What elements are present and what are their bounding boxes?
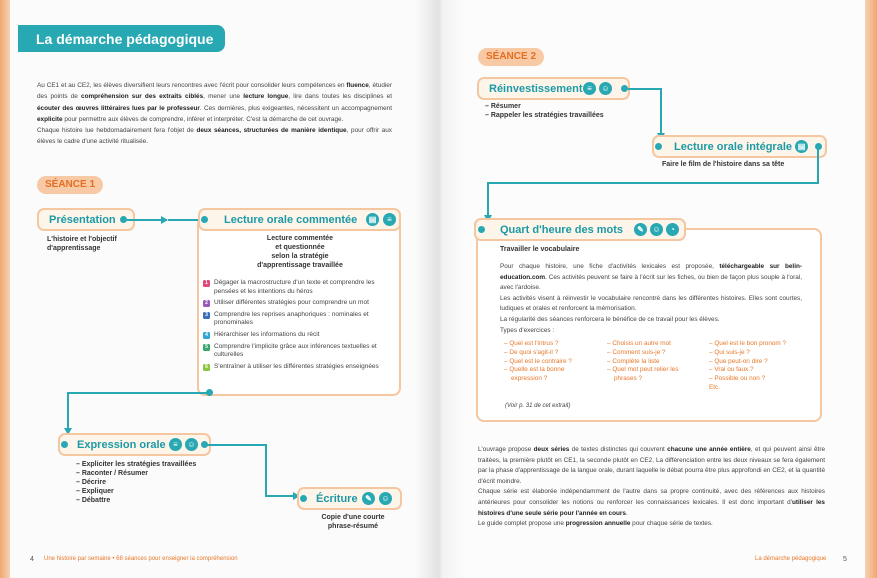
reinvestissement-label: Réinvestissement [489, 83, 583, 95]
book-icon: ▤ [795, 140, 808, 153]
intro-text: Au CE1 et au CE2, les élèves diversifient leurs rencontres avec l'écrit pour consolider leurs compétences en fluence, étudier des points de compréhension sur des extraits ciblés, mener une lecture longue, lire dans toutes les disciplines et écouter des œuvres littéraires lues par le professeur. Ces dernières, plus exigeantes, nécessitent un accompagnement explicite pour permettre aux élèves de comprendre, inférer et interpréter. C'est la démarche de cet ouvrage. Chaque histoire lue hebdomadairement fera l'objet de deux séances, structurées de manière identique, pour offrir aux élèves le cadre d'une activité ritualisée. [37, 82, 392, 146]
expression-orale-pill [58, 433, 211, 456]
expression-dot [61, 441, 68, 448]
list-item: 2 Utiliser différentes stratégies pour comprendre un mot [203, 299, 398, 308]
left-footer: Une histoire par semaine • 68 séances pour enseigner la compréhension [44, 556, 238, 562]
ecriture-dot [300, 495, 307, 502]
left-page-edge [0, 0, 10, 578]
list-item: – Comment suis-je ? [607, 348, 666, 356]
quart-heure-subtitle: Travailler le vocabulaire [500, 246, 580, 253]
list-item: – Que peut-on dire ? [709, 357, 768, 365]
presentation-dot [120, 216, 127, 223]
list-item: – Possible ou non ? [709, 375, 766, 383]
connector-line [487, 182, 819, 184]
lecture-integrale-subtitle: Faire le film de l'histoire dans sa tête [662, 161, 785, 168]
list-item: phrases ? [614, 375, 643, 383]
list-item: – Expliquer [76, 488, 114, 495]
list-item: 5 Comprendre l'implicite grâce aux inférences textuelles et culturelles [203, 343, 398, 360]
speech-icon: ≡ [583, 82, 596, 95]
speech-icon: ≡ [169, 438, 182, 451]
connector-line [628, 88, 662, 90]
number-badge: 3 [203, 312, 210, 319]
list-item: 3 Comprendre les reprises anaphoriques : nominales et pronominales [203, 311, 398, 328]
speech-icon: ≡ [383, 213, 396, 226]
list-item: – Rappeler les stratégies travaillées [485, 112, 604, 119]
list-item: – Quel est le contraire ? [504, 357, 572, 365]
lecture-integrale-pill [652, 135, 827, 158]
list-item: – Quel est l'intrus ? [504, 340, 559, 347]
list-item: – Quel est le bon pronom ? [709, 340, 787, 347]
integrale-dot [655, 143, 662, 150]
quart-dot [478, 226, 485, 233]
reinvestissement-pill [477, 77, 630, 100]
right-footer: La démarche pédagogique [755, 556, 827, 562]
group-icon: ☺ [650, 223, 663, 236]
number-badge: 5 [203, 344, 210, 351]
list-item: 4 Hiérarchiser les informations du récit [203, 331, 398, 340]
list-item: – Débattre [76, 497, 111, 504]
number-badge: 1 [203, 280, 210, 287]
right-page-edge [865, 0, 877, 578]
list-item: – Décrire [76, 479, 106, 486]
exercise-column-3 [709, 340, 786, 393]
pencil-icon: ✎ [362, 492, 375, 505]
list-item: – Quelle est la bonne [504, 366, 565, 374]
connector-line [265, 444, 267, 497]
list-item: – Qui suis-je ? [709, 348, 750, 356]
lecture-commentee-subtitle: Lecture commentée et questionnée selon la stratégie d'apprentissage travaillée [257, 235, 343, 269]
book-icon: ▤ [366, 213, 379, 226]
list-item: – Résumer [485, 103, 521, 110]
clock-icon: ◔ [666, 223, 679, 236]
lecture-integrale-label: Lecture orale intégrale [674, 141, 792, 153]
connector-line [207, 444, 267, 446]
number-badge: 4 [203, 332, 210, 339]
list-item: – Expliciter les stratégies travaillées [76, 461, 197, 468]
left-page-number: 4 [30, 556, 34, 563]
exercise-column-2 [607, 340, 678, 384]
number-badge: 6 [203, 364, 210, 371]
presentation-subtitle: L'histoire et l'objectif d'apprentissage [47, 236, 117, 252]
strategies-list [203, 279, 398, 375]
presentation-label: Présentation [49, 214, 116, 226]
connector-line [817, 146, 819, 184]
connector-line [67, 392, 69, 432]
list-item: Etc. [709, 383, 721, 391]
group-icon: ☺ [599, 82, 612, 95]
ecriture-subtitle: Copie d'une courte phrase-résumé [321, 514, 385, 530]
connector-line [660, 88, 662, 138]
expression-orale-label: Expression orale [77, 439, 166, 451]
ecriture-pill [297, 487, 402, 510]
lecture-dot [201, 216, 208, 223]
bottom-text: L'ouvrage propose deux séries de textes distinctes qui couvrent chacune une année entière, et qui peuvent ainsi être traitées, la première plutôt en CE1, la seconde plutôt en CE2. La différenciation entre les deux niveaux se fera également par la phase d'apprentissage de la langue orale, durant laquelle le débat pourra être plus approfondi en CE2, et la quantité d'écrit moindre. Chaque série est élaborée indépendamment de l'autre dans sa propre continuité, avec des références aux histoires antérieures pour consolider les notions ou renforcer les connaissances lexicales. Il est donc important d'utiliser les histoires d'une seule série pour l'année en cours. Le guide complet propose une progression annuelle pour chaque série de textes. [478, 446, 826, 528]
lecture-exit-dot [206, 389, 213, 396]
list-item: 1 Dégager la macrostructure d'un texte et comprendre les pensées et les intentions du héros [203, 279, 398, 296]
group-icon: ☺ [379, 492, 392, 505]
ecriture-label: Écriture [316, 493, 358, 505]
seance1-tag: SÉANCE 1 [37, 176, 103, 194]
list-item: – Quel mot peut relier les [607, 366, 679, 374]
list-item: – Choisis un autre mot [607, 340, 671, 347]
arrow-icon [161, 216, 168, 224]
quart-heure-pill [474, 218, 686, 241]
page-title: La démarche pédagogique [18, 25, 225, 52]
connector-line [265, 495, 295, 497]
list-item: expression ? [511, 375, 548, 383]
quart-heure-label: Quart d'heure des mots [500, 224, 624, 236]
lecture-commentee-pill [198, 208, 401, 231]
expression-list [76, 460, 196, 505]
quart-heure-text: Pour chaque histoire, une fiche d'activités lexicales est proposée, téléchargeable sur belin-education.com. Ces activités peuvent se faire à l'écrit sur les fiches, ou bien de façon plus souple à l'oral, avec l'ardoise. Les activités visent à réinvestir le vocabulaire rencontré dans les différentes histoires. Elles sont courtes, ludiques et orales et renforcent la mémorisation. La régularité des séances renforcera le bénéfice de ce travail pour les élèves. Types d'exercices : [500, 263, 802, 334]
list-item: 6 S'entraîner à utiliser les différentes stratégies enseignées [203, 363, 398, 372]
book-gutter [415, 0, 465, 578]
reference-note: (Voir p. 31 de cet extrait) [505, 403, 571, 409]
right-page-number: 5 [843, 556, 847, 563]
lecture-commentee-label: Lecture orale commentée [224, 214, 358, 226]
list-item: – Raconter / Résumer [76, 470, 148, 477]
pencil-icon: ✎ [634, 223, 647, 236]
connector-line [67, 392, 207, 394]
seance2-tag: SÉANCE 2 [478, 48, 544, 66]
reinvest-list [485, 102, 604, 120]
exercise-column-1 [504, 340, 572, 384]
group-icon: ☺ [185, 438, 198, 451]
list-item: – Vrai ou faux ? [709, 366, 754, 374]
list-item: – De quoi s'agit-il ? [504, 348, 559, 356]
reinvest-dot [621, 85, 628, 92]
number-badge: 2 [203, 300, 210, 307]
list-item: – Complète la liste [607, 357, 660, 365]
